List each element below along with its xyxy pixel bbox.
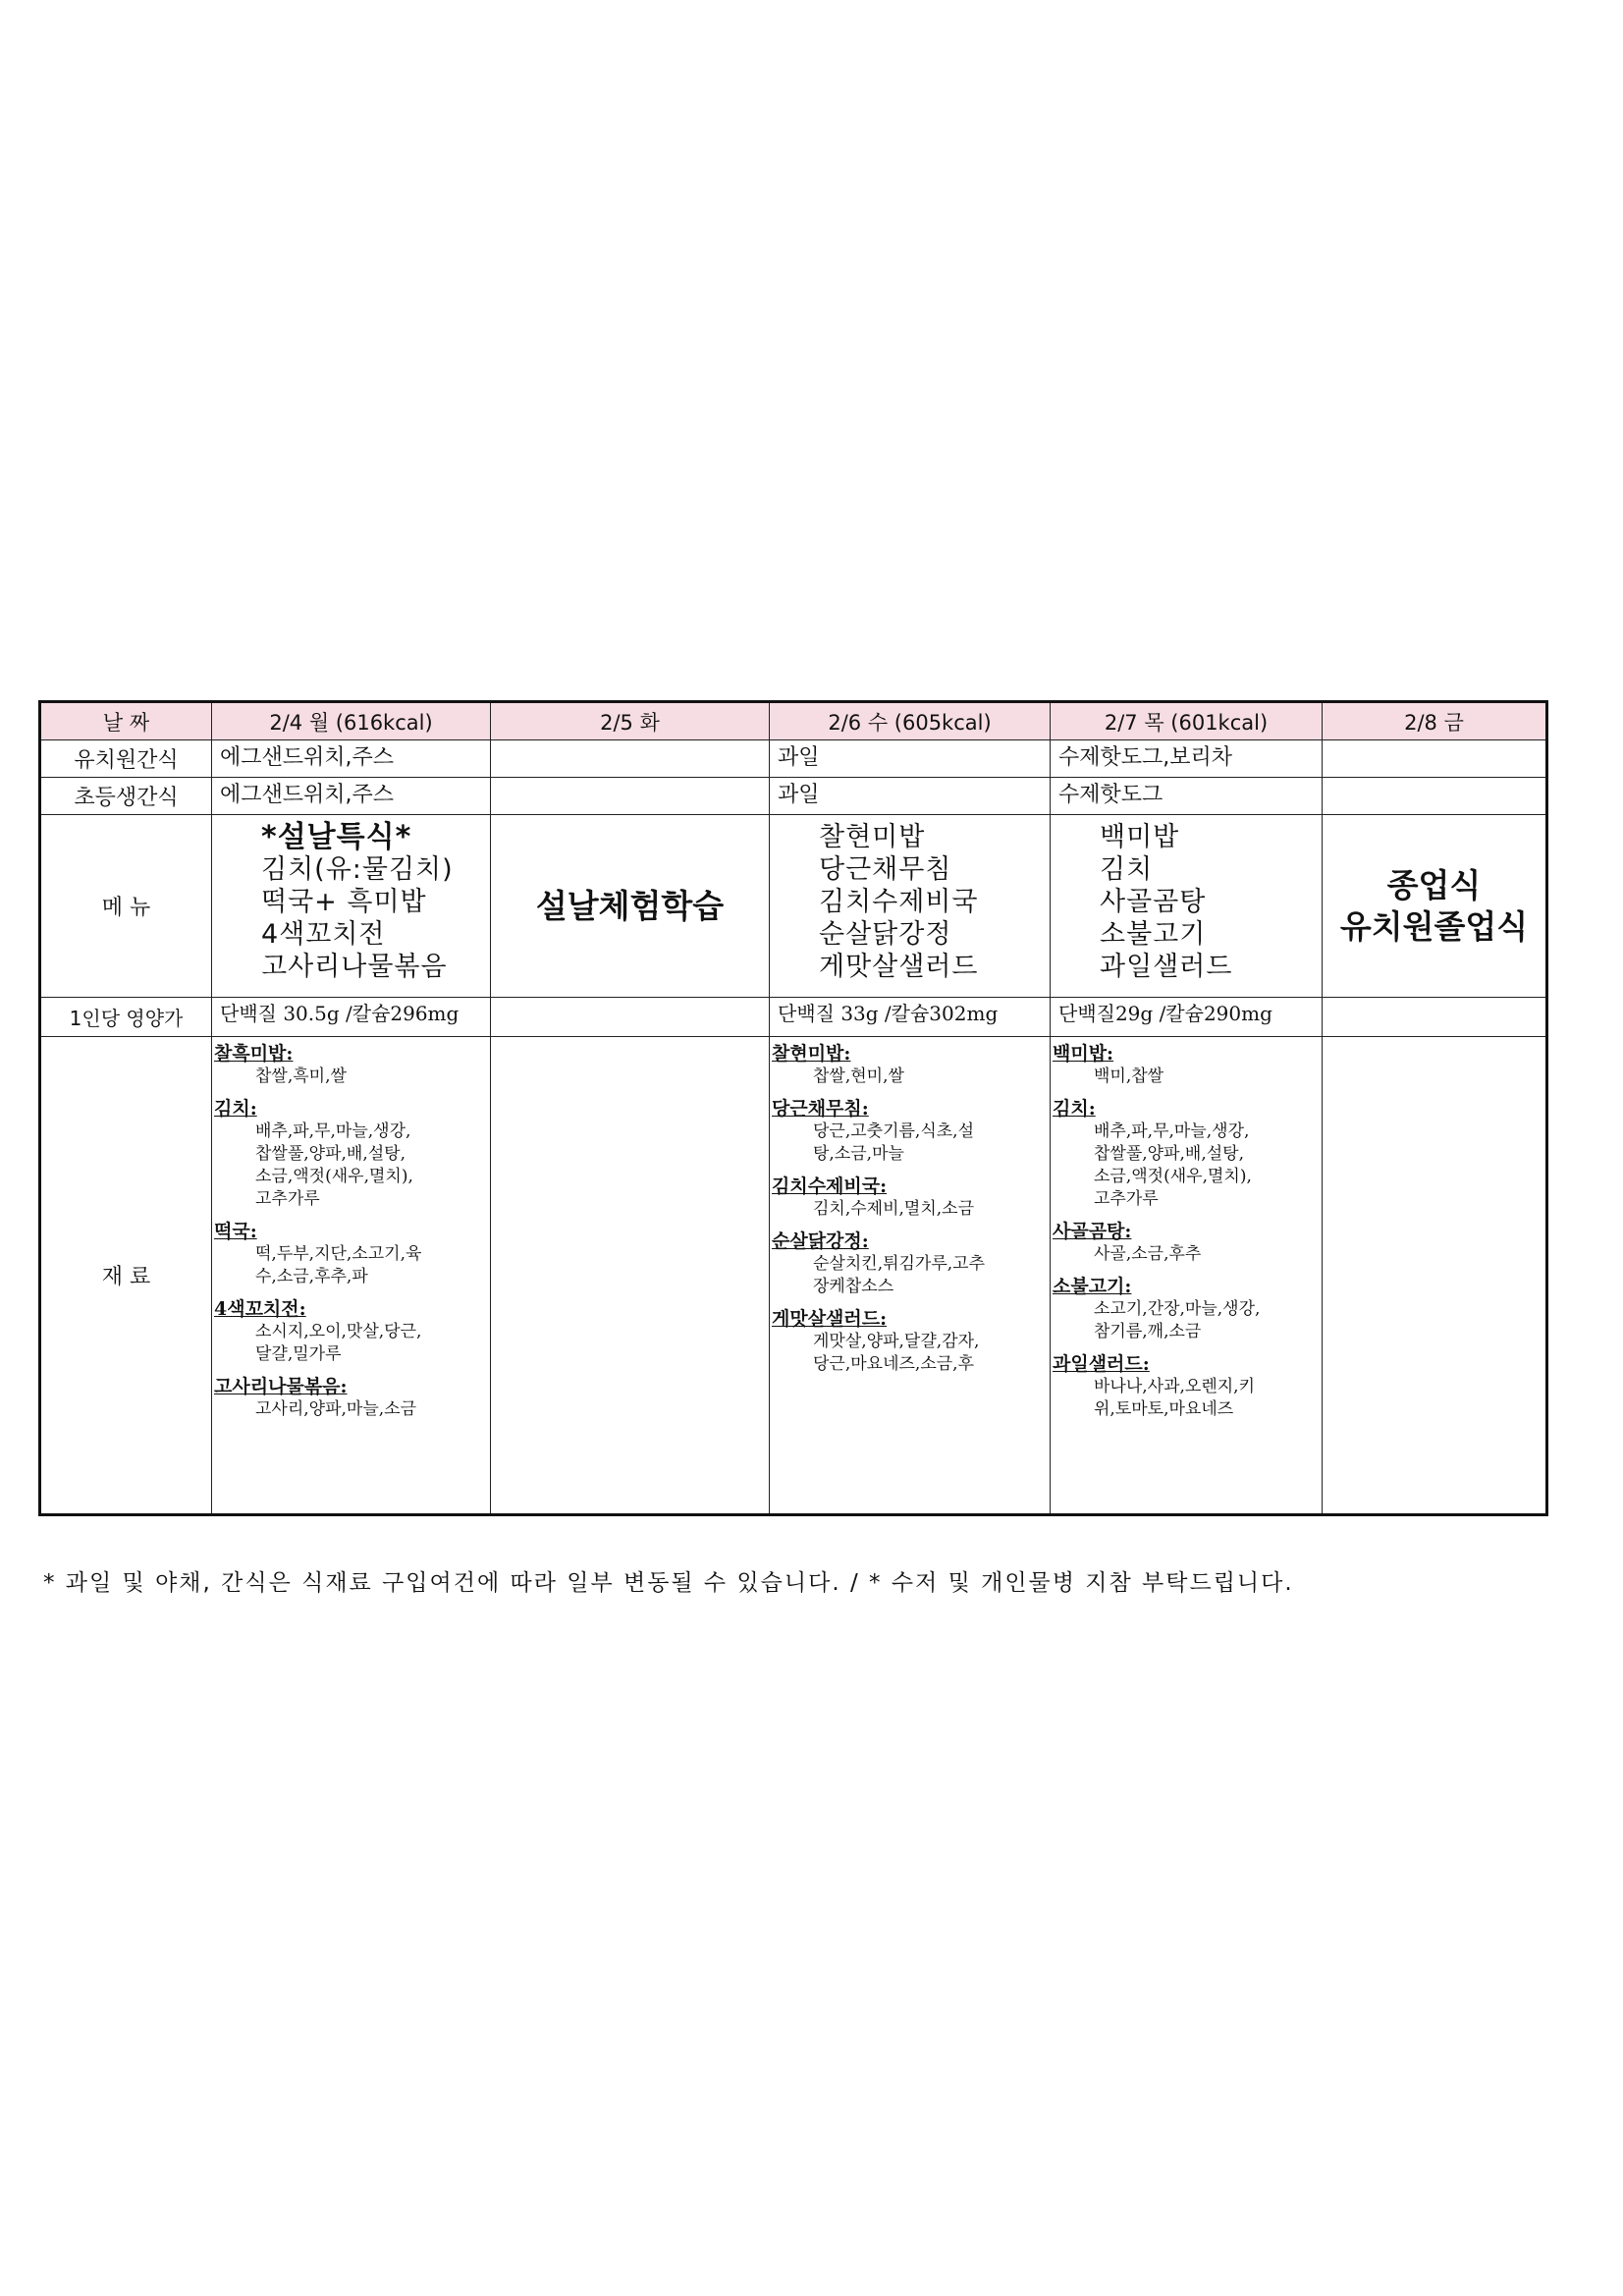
dish: 4색꼬치전 [261, 919, 386, 950]
day-header-mon: 2/4 월 (616kcal) [212, 702, 491, 740]
dish-name: 소불고기: [1053, 1276, 1132, 1297]
dish: 사골곰탕 [1100, 887, 1207, 917]
snack-cell-thu: 수제핫도그 [1051, 778, 1323, 815]
dish-name: 찰흑미밥: [214, 1043, 294, 1065]
ingredient-list: 사골,소금,후추 [1094, 1244, 1202, 1264]
dish-name: 당근채무침: [772, 1098, 869, 1120]
menu-row [40, 815, 1547, 998]
ingredient-list: 찹쌀,현미,쌀 [813, 1066, 904, 1086]
dish-name: 찰현미밥: [772, 1043, 851, 1065]
ingredient-section [214, 1298, 482, 1366]
ingredient-list: 바나나,사과,오렌지,키 위,토마토,마요네즈 [1094, 1377, 1256, 1419]
day-header-fri: 2/8 금 [1323, 702, 1547, 740]
event-label: 종업식 [1386, 865, 1482, 904]
menu-cell-thu [1051, 815, 1323, 998]
ingredient-section [772, 1175, 1042, 1221]
dish-name: 떡국: [214, 1221, 257, 1242]
dish: 김치수제비국 [819, 887, 979, 917]
dish-name: 김치: [1053, 1098, 1096, 1120]
ingredient-list: 배추,파,무,마늘,생강, 찹쌀풀,양파,배,설탕, 소금,액젓(새우,멸치), 고추가루 [255, 1121, 413, 1209]
dish-name: 순살닭강정: [772, 1230, 869, 1252]
ingredient-list: 고사리,양파,마늘,소금 [255, 1399, 417, 1419]
nutrition-cell-fri [1323, 998, 1547, 1037]
dish: 고사리나물볶음 [261, 952, 448, 982]
ingredient-section [214, 1221, 482, 1288]
dish-name: 4색꼬치전: [214, 1298, 306, 1320]
dish: 소불고기 [1100, 919, 1207, 950]
dish: 과일샐러드 [1100, 952, 1233, 982]
event-label: 설날체험학습 [535, 886, 725, 925]
ingredient-list: 김치,수제비,멸치,소금 [813, 1199, 975, 1219]
weekly-menu-table [38, 700, 1548, 1516]
ingredient-section [772, 1308, 1042, 1376]
snack-cell-fri [1323, 740, 1547, 778]
snack-cell-tue [491, 778, 770, 815]
dish: 순살닭강정 [819, 919, 952, 950]
kindergarten-snack-row [40, 740, 1547, 778]
dish: 당근채무침 [819, 854, 952, 885]
snack-cell-wed: 과일 [770, 778, 1051, 815]
dish: 백미밥 [1100, 822, 1180, 852]
ingredient-section [772, 1098, 1042, 1166]
ingredient-list: 배추,파,무,마늘,생강, 찹쌀풀,양파,배,설탕, 소금,액젓(새우,멸치), 고추가루 [1094, 1121, 1252, 1209]
ingredient-section [772, 1230, 1042, 1298]
nutrition-cell-tue [491, 998, 770, 1037]
dish: 김치(유:물김치) [261, 854, 454, 885]
ingredient-list: 당근,고춧기름,식초,설 탕,소금,마늘 [813, 1121, 975, 1164]
ingredient-section [772, 1043, 1042, 1088]
elementary-snack-row [40, 778, 1547, 815]
dish-name: 백미밥: [1053, 1043, 1114, 1065]
date-header: 날 짜 [40, 702, 212, 740]
row-label: 유치원간식 [40, 740, 212, 778]
ingredients-cell-wed [770, 1037, 1051, 1515]
snack-cell-thu: 수제핫도그,보리차 [1051, 740, 1323, 778]
dish-name: 김치수제비국: [772, 1175, 888, 1197]
ingredient-section [1053, 1098, 1314, 1211]
menu-cell-fri [1323, 815, 1547, 998]
ingredient-section [214, 1043, 482, 1088]
snack-cell-mon: 에그샌드위치,주스 [212, 740, 491, 778]
dish: 떡국+ 흑미밥 [261, 887, 427, 917]
ingredient-section [1053, 1043, 1314, 1088]
nutrition-cell-wed: 단백질 33g /칼슘302mg [770, 998, 1051, 1037]
snack-cell-wed: 과일 [770, 740, 1051, 778]
ingredient-list: 순살치킨,튀김가루,고추 장케찹소스 [813, 1254, 986, 1296]
ingredient-list: 소시지,오이,맛살,당근, 달걀,밀가루 [255, 1322, 422, 1364]
dish-name: 김치: [214, 1098, 257, 1120]
menu-cell-tue [491, 815, 770, 998]
ingredients-cell-fri [1323, 1037, 1547, 1515]
ingredient-section [214, 1098, 482, 1211]
dish: 찰현미밥 [819, 822, 926, 852]
ingredients-cell-mon [212, 1037, 491, 1515]
nutrition-row [40, 998, 1547, 1037]
event-label: 유치원졸업식 [1339, 906, 1529, 946]
day-header-thu: 2/7 목 (601kcal) [1051, 702, 1323, 740]
row-label: 재 료 [40, 1037, 212, 1515]
dish: 게맛살샐러드 [819, 952, 979, 982]
special-menu-title: *설날특식* [261, 820, 412, 854]
ingredients-cell-thu [1051, 1037, 1323, 1515]
dish-name: 고사리나물볶음: [214, 1376, 348, 1397]
row-label: 메 뉴 [40, 815, 212, 998]
ingredient-section [1053, 1276, 1314, 1343]
ingredient-list: 게맛살,양파,달걀,감자, 당근,마요네즈,소금,후 [813, 1332, 980, 1374]
row-label: 1인당 영양가 [40, 998, 212, 1037]
ingredient-list: 찹쌀,흑미,쌀 [255, 1066, 347, 1086]
day-header-tue: 2/5 화 [491, 702, 770, 740]
menu-cell-mon [212, 815, 491, 998]
ingredient-section [1053, 1221, 1314, 1266]
dish-name: 사골곰탕: [1053, 1221, 1132, 1242]
nutrition-cell-thu: 단백질29g /칼슘290mg [1051, 998, 1323, 1037]
menu-cell-wed [770, 815, 1051, 998]
ingredients-cell-tue [491, 1037, 770, 1515]
footnote: * 과일 및 야채, 간식은 식재료 구입여건에 따라 일부 변동될 수 있습니다. / * 수저 및 개인물병 지참 부탁드립니다. [43, 1570, 1294, 1596]
ingredient-section [214, 1376, 482, 1421]
dish-name: 과일샐러드: [1053, 1353, 1150, 1375]
ingredient-list: 백미,찹쌀 [1094, 1066, 1164, 1086]
ingredient-list: 떡,두부,지단,소고기,육 수,소금,후추,파 [255, 1244, 422, 1286]
day-header-wed: 2/6 수 (605kcal) [770, 702, 1051, 740]
dish-name: 게맛살샐러드: [772, 1308, 888, 1330]
header-row [40, 702, 1547, 740]
row-label: 초등생간식 [40, 778, 212, 815]
snack-cell-fri [1323, 778, 1547, 815]
nutrition-cell-mon: 단백질 30.5g /칼슘296mg [212, 998, 491, 1037]
ingredient-list: 소고기,간장,마늘,생강, 참기름,깨,소금 [1094, 1299, 1261, 1341]
ingredient-section [1053, 1353, 1314, 1421]
snack-cell-mon: 에그샌드위치,주스 [212, 778, 491, 815]
snack-cell-tue [491, 740, 770, 778]
dish: 김치 [1100, 854, 1154, 885]
ingredients-row [40, 1037, 1547, 1515]
